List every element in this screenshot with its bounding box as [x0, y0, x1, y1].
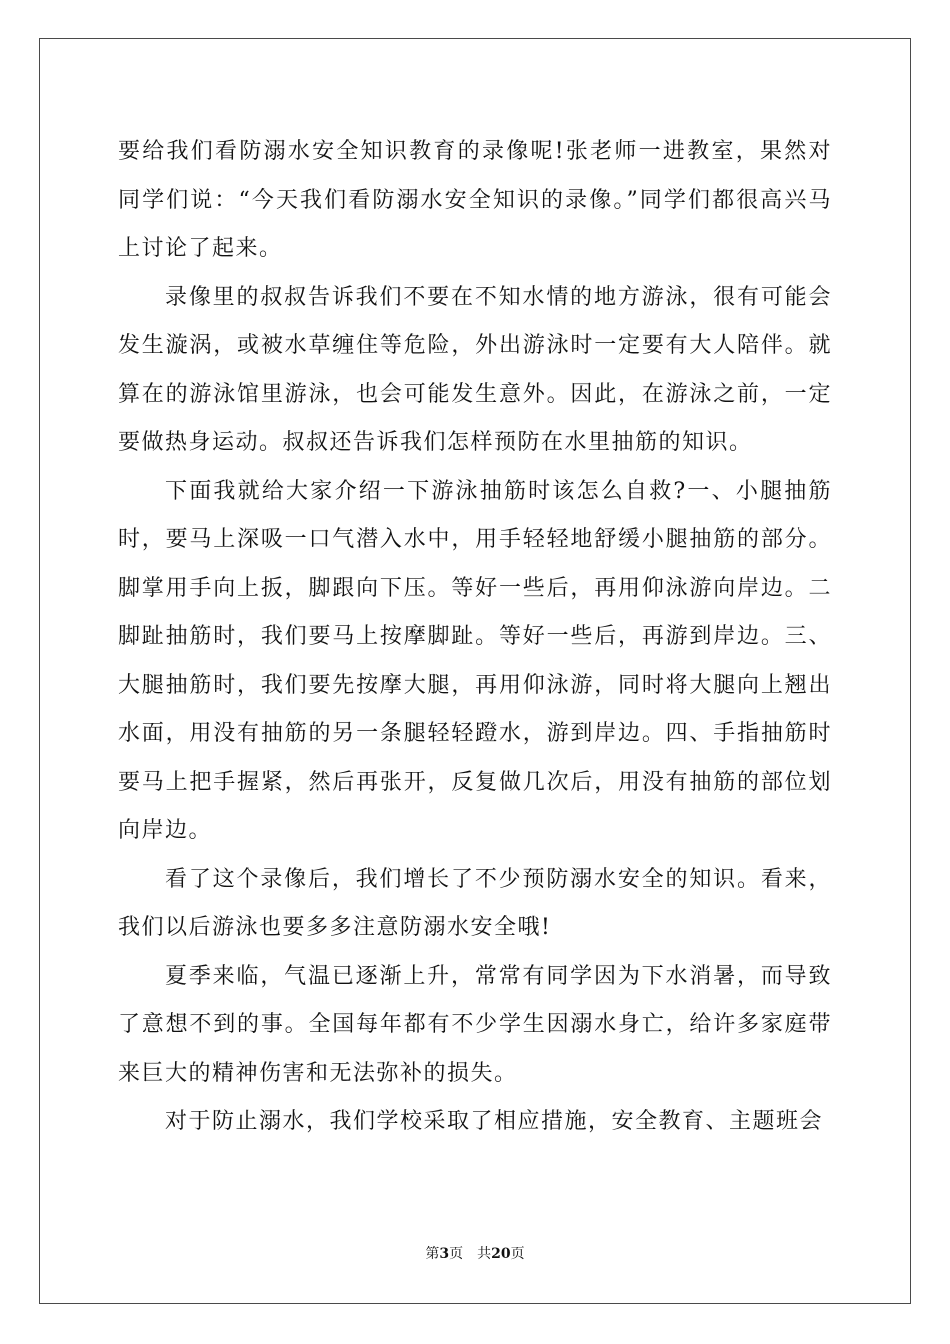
paragraph: 对于防止溺水，我们学校采取了相应措施，安全教育、主题班会	[165, 1109, 824, 1134]
paragraph-continuation: 要给我们看防溺水安全知识教育的录像呢!张老师一进教室，果然对同学们说：“今天我们看防溺水安全知识的录像。”同学们都很高兴马上讨论了起来。	[118, 139, 832, 261]
paragraph: 夏季来临，气温已逐渐上升，常常有同学因为下水消暑，而导致了意想不到的事。全国每年都有不少学生因溺水身亡，给许多家庭带来巨大的精神伤害和无法弥补的损失。	[118, 963, 832, 1086]
current-page-number: 3	[439, 1246, 450, 1262]
page-indicator: 第3页	[425, 1246, 464, 1262]
paragraph: 录像里的叔叔告诉我们不要在不知水情的地方游泳，很有可能会发生漩涡，或被水草缠住等危险，外出游泳时一定要有大人陪伴。就算在的游泳馆里游泳，也会可能发生意外。因此，在游泳之前，一定要做热身运动。叔叔还告诉我们怎样预防在水里抽筋的知识。	[118, 284, 832, 455]
page-footer	[0, 1244, 950, 1264]
total-pages-indicator: 共20页	[477, 1246, 525, 1262]
paragraph: 看了这个录像后，我们增长了不少预防溺水安全的知识。看来，我们以后游泳也要多多注意防溺水安全哦!	[118, 866, 832, 940]
paragraph: 下面我就给大家介绍一下游泳抽筋时该怎么自救?一、小腿抽筋时，要马上深吸一口气潜入水中，用手轻轻地舒缓小腿抽筋的部分。脚掌用手向上扳，脚跟向下压。等好一些后，再用仰泳游向岸边。二脚趾抽筋时，我们要马上按摩脚趾。等好一些后，再游到岸边。三、大腿抽筋时，我们要先按摩大腿，再用仰泳游，同时将大腿向上翘出水面，用没有抽筋的另一条腿轻轻蹬水，游到岸边。四、手指抽筋时要马上把手握紧，然后再张开，反复做几次后，用没有抽筋的部位划向岸边。	[118, 478, 832, 843]
document-body	[118, 128, 832, 1147]
total-pages-number: 20	[491, 1246, 511, 1262]
